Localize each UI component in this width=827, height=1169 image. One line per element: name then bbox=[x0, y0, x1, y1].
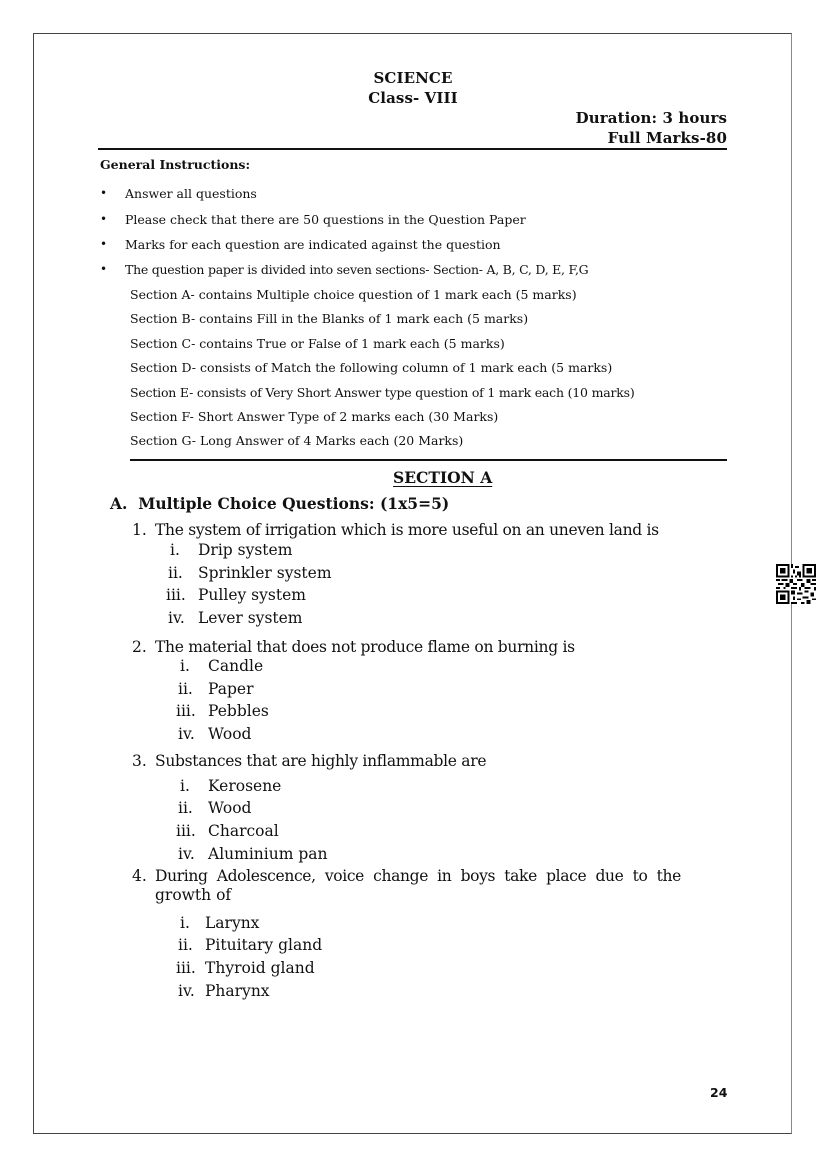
option-text: Pulley system bbox=[198, 586, 306, 604]
class-label: Class- VIII bbox=[368, 89, 458, 107]
question-text-continued: growth of bbox=[155, 886, 232, 904]
qr-code-icon bbox=[776, 564, 816, 604]
option-number: iv. bbox=[178, 845, 195, 863]
section-breakdown-item: Section A- contains Multiple choice question of 1 mark each (5 marks) bbox=[130, 287, 577, 302]
option-text: Lever system bbox=[198, 609, 303, 627]
question-number: 1. bbox=[132, 521, 147, 539]
option-number: i. bbox=[180, 657, 190, 675]
general-instructions-title: General Instructions: bbox=[100, 157, 251, 172]
question-text: The system of irrigation which is more useful on an uneven land is bbox=[155, 521, 659, 539]
option-number: iv. bbox=[178, 982, 195, 1000]
instruction-item: Answer all questions bbox=[125, 186, 257, 201]
section-breakdown-item: Section C- contains True or False of 1 mark each (5 marks) bbox=[130, 336, 505, 351]
section-breakdown-item: Section F- Short Answer Type of 2 marks each (30 Marks) bbox=[130, 409, 499, 424]
full-marks-label: Full Marks-80 bbox=[607, 129, 727, 147]
option-number: iv. bbox=[178, 725, 195, 743]
section-breakdown-item: Section G- Long Answer of 4 Marks each (20 Marks) bbox=[130, 433, 464, 448]
option-number: ii. bbox=[178, 936, 193, 954]
option-text: Pharynx bbox=[205, 982, 270, 1000]
option-number: iv. bbox=[168, 609, 185, 627]
bullet-icon: • bbox=[100, 186, 108, 200]
section-a-title: SECTION A bbox=[393, 468, 493, 487]
option-text: Aluminium pan bbox=[208, 845, 328, 863]
section-breakdown-item: Section B- contains Fill in the Blanks of 1 mark each (5 marks) bbox=[130, 311, 529, 326]
option-text: Candle bbox=[208, 657, 264, 675]
question-number: 3. bbox=[132, 752, 147, 770]
option-text: Wood bbox=[208, 725, 252, 743]
option-number: i. bbox=[170, 541, 180, 559]
instruction-item: Marks for each question are indicated against the question bbox=[125, 237, 501, 252]
option-text: Paper bbox=[208, 680, 254, 698]
option-text: Drip system bbox=[198, 541, 293, 559]
option-number: ii. bbox=[168, 564, 183, 582]
question-text: During Adolescence, voice change in boys take place due to the bbox=[155, 867, 681, 885]
option-number: ii. bbox=[178, 680, 193, 698]
option-text: Larynx bbox=[205, 914, 260, 932]
page-number: 24 bbox=[710, 1085, 728, 1100]
duration-label: Duration: 3 hours bbox=[575, 109, 727, 127]
option-number: i. bbox=[180, 914, 190, 932]
header-divider bbox=[98, 148, 727, 150]
option-number: i. bbox=[180, 777, 190, 795]
option-text: Pebbles bbox=[208, 702, 269, 720]
bullet-icon: • bbox=[100, 212, 108, 226]
section-breakdown-item: Section D- consists of Match the following column of 1 mark each (5 marks) bbox=[130, 360, 613, 375]
subject-title: SCIENCE bbox=[373, 69, 453, 87]
question-text: Substances that are highly inflammable are bbox=[155, 752, 487, 770]
option-number: iii. bbox=[176, 822, 196, 840]
bullet-icon: • bbox=[100, 237, 108, 251]
option-text: Kerosene bbox=[208, 777, 282, 795]
mcq-heading: A. Multiple Choice Questions: (1x5=5) bbox=[110, 494, 450, 513]
option-number: iii. bbox=[176, 959, 196, 977]
question-number: 2. bbox=[132, 638, 147, 656]
bullet-icon: • bbox=[100, 262, 108, 276]
option-text: Sprinkler system bbox=[198, 564, 332, 582]
option-text: Charcoal bbox=[208, 822, 279, 840]
option-text: Wood bbox=[208, 799, 252, 817]
instruction-item: Please check that there are 50 questions in the Question Paper bbox=[125, 212, 526, 227]
instruction-item: The question paper is divided into seven sections- Section- A, B, C, D, E, F,G bbox=[125, 262, 589, 277]
section-breakdown-item: Section E- consists of Very Short Answer type question of 1 mark each (10 marks) bbox=[130, 385, 635, 400]
option-text: Pituitary gland bbox=[205, 936, 323, 954]
instructions-divider bbox=[130, 459, 727, 461]
option-number: iii. bbox=[176, 702, 196, 720]
question-number: 4. bbox=[132, 867, 147, 885]
question-text: The material that does not produce flame on burning is bbox=[155, 638, 575, 656]
option-number: ii. bbox=[178, 799, 193, 817]
option-number: iii. bbox=[166, 586, 186, 604]
option-text: Thyroid gland bbox=[205, 959, 315, 977]
